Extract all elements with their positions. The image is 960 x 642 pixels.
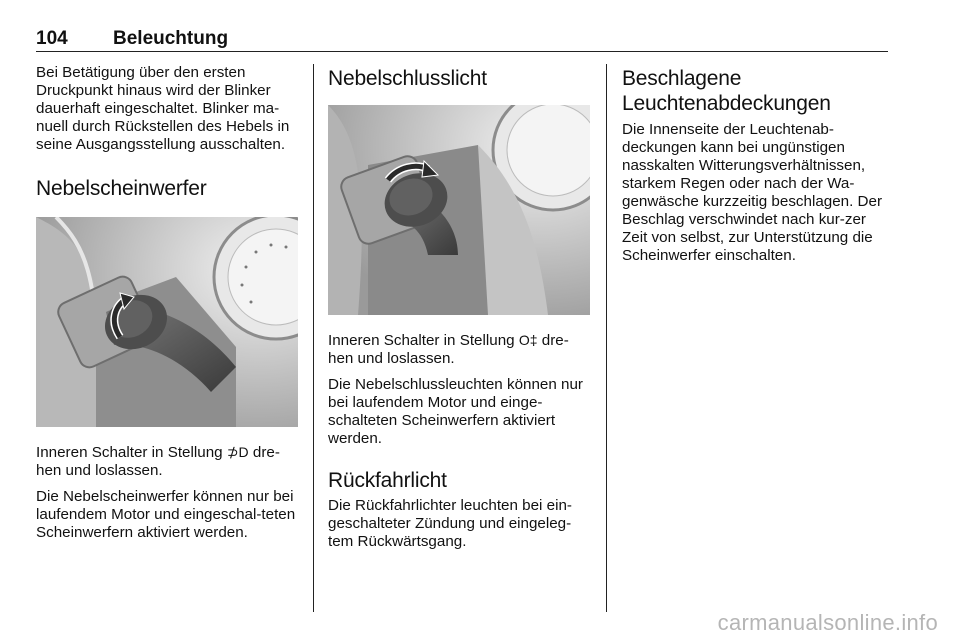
column-1 — [36, 64, 298, 550]
fog-lights-body: Die Nebelscheinwerfer können nur bei laufendem Motor und eingeschal-teten Scheinwerfern aktiviert werden. — [36, 488, 296, 541]
fog-lights-heading: Nebelscheinwerfer — [36, 177, 207, 200]
column-divider-1 — [313, 64, 314, 612]
fog-light-switch-photo — [36, 217, 298, 427]
column-2 — [328, 64, 592, 559]
column-3 — [622, 64, 890, 273]
page-header — [36, 26, 888, 52]
watermark: carmanualsonline.info — [717, 610, 938, 635]
misted-lamp-covers-body: Die Innenseite der Leuchtenab-deckungen kann bei ungünstigen nasskalten Witterungsverhältnissen, starkem Regen oder nach der Wa-genwäsche kurzzeitig beschlagen. Der Beschlag verschwindet nach kur-zer Zeit von selbst, zur Unterstützung die Scheinwerfer einschalten. — [622, 121, 883, 264]
fog-lights-instruction: Inneren Schalter in Stellung ⊅D dre-hen und loslassen. — [36, 444, 280, 479]
rear-fog-light-symbol-icon: O‡ — [518, 332, 538, 348]
reversing-light-body: Die Rückfahrlichter leuchten bei ein-geschalteter Zündung und eingeleg-tem Rückwärtsgang. — [328, 497, 572, 550]
rear-fog-light-heading: Nebelschlusslicht — [328, 67, 487, 90]
fog-light-symbol-icon: ⊅D — [226, 444, 249, 460]
column-divider-2 — [606, 64, 607, 612]
reversing-light-heading: Rückfahrlicht — [328, 469, 447, 492]
rear-fog-light-instruction: Inneren Schalter in Stellung O‡ dre-hen und loslassen. — [328, 332, 569, 367]
page-number: 104 — [36, 28, 68, 49]
rear-fog-light-switch-photo — [328, 105, 590, 315]
misted-lamp-covers-heading: Beschlagene Leuchtenabdeckungen — [622, 67, 831, 115]
intro-paragraph: Bei Betätigung über den ersten Druckpunkt hinaus wird der Blinker dauerhaft eingeschaltet. Blinker ma-nuell durch Rückstellen des Hebels in seine Ausgangsstellung ausschalten. — [36, 64, 290, 153]
chapter-title: Beleuchtung — [113, 28, 229, 49]
rear-fog-light-body: Die Nebelschlussleuchten können nur bei laufendem Motor und einge-schalteten Scheinwerfern aktiviert werden. — [328, 376, 583, 447]
